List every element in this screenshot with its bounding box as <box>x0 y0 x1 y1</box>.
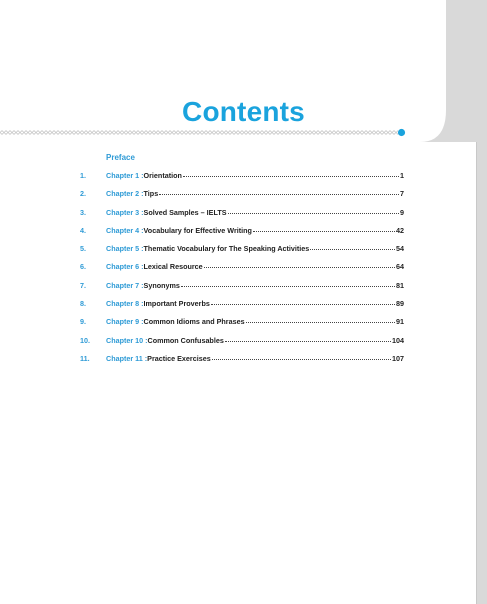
chapter-entry <box>106 335 404 346</box>
page-number: 1 <box>400 171 404 180</box>
chapter-entry <box>106 207 404 218</box>
chapter-title: Common Confusables <box>147 335 224 345</box>
page-number: 104 <box>392 335 404 345</box>
page-number: 9 <box>400 207 404 217</box>
toc-row[interactable] <box>0 280 487 298</box>
chapter-entry <box>106 188 404 199</box>
chapter-entry <box>106 225 404 236</box>
toc-row[interactable] <box>0 316 487 334</box>
dot-leader <box>225 335 391 342</box>
chapter-number: 9. <box>80 317 86 327</box>
chapter-number: 4. <box>80 225 86 235</box>
chapter-title: Important Proverbs <box>143 299 210 309</box>
page-number: 91 <box>396 317 404 327</box>
chapter-number: 7. <box>80 280 86 290</box>
toc-row[interactable] <box>0 207 487 225</box>
chapter-label: Chapter 2 : <box>106 189 144 199</box>
dot-leader <box>211 298 395 305</box>
chapter-label: Chapter 7 : <box>106 280 144 290</box>
page-number: 64 <box>396 262 404 272</box>
page-number: 89 <box>396 299 404 309</box>
chapter-number: 6. <box>80 262 86 272</box>
chapter-label: Chapter 9 : <box>106 317 144 327</box>
divider-end-dot <box>398 129 405 136</box>
divider-chain-line <box>0 130 398 135</box>
page-number: 42 <box>396 225 404 235</box>
chapter-entry <box>106 170 404 181</box>
toc-row[interactable] <box>0 298 487 316</box>
toc-row[interactable] <box>0 261 487 279</box>
chapter-title: Orientation <box>143 171 182 180</box>
chapter-label: Chapter 11 : <box>106 353 148 363</box>
dot-leader <box>204 261 395 268</box>
chapter-number: 1. <box>80 171 86 180</box>
chapter-title: Practice Exercises <box>147 353 211 363</box>
toc-row[interactable] <box>0 188 487 206</box>
page-number: 54 <box>396 244 404 254</box>
chapter-entry <box>106 280 404 291</box>
chapter-number: 11. <box>80 353 90 363</box>
chapter-label: Chapter 6 : <box>106 262 144 272</box>
chapter-title: Common Idioms and Phrases <box>143 317 245 327</box>
chapter-number: 5. <box>80 244 86 254</box>
page-number: 81 <box>396 280 404 290</box>
chapter-number: 2. <box>80 189 86 199</box>
chapter-title: Solved Samples – IELTS <box>143 207 227 217</box>
chapter-title: Thematic Vocabulary for The Speaking Activities <box>143 244 310 254</box>
chapter-entry <box>106 261 404 272</box>
toc-row[interactable] <box>0 335 487 353</box>
chapter-label: Chapter 8 : <box>106 299 144 309</box>
dot-leader <box>246 316 395 323</box>
chapter-label: Chapter 5 : <box>106 244 144 254</box>
dot-leader <box>183 170 399 177</box>
chapter-title: Lexical Resource <box>143 262 203 272</box>
chapter-number: 10. <box>80 335 90 345</box>
dot-leader <box>212 353 391 360</box>
chapter-entry <box>106 298 404 309</box>
chapter-entry <box>106 316 404 327</box>
chapter-label: Chapter 4 : <box>106 225 144 235</box>
toc-row[interactable] <box>0 243 487 261</box>
preface-entry: Preface <box>106 153 135 162</box>
dot-leader <box>181 280 395 287</box>
dot-leader <box>253 225 395 232</box>
chapter-number: 3. <box>80 207 86 217</box>
chapter-label: Chapter 10 : <box>106 335 148 345</box>
chapter-title: Tips <box>143 189 159 199</box>
chapter-entry <box>106 353 404 364</box>
chapter-number: 8. <box>80 299 86 309</box>
chapter-title: Vocabulary for Effective Writing <box>143 225 252 235</box>
chapter-entry <box>106 243 404 254</box>
page-title: Contents <box>182 96 305 127</box>
dot-leader <box>228 207 400 214</box>
toc-row[interactable] <box>0 225 487 243</box>
page-number: 7 <box>400 189 404 199</box>
toc-row[interactable] <box>0 353 487 371</box>
table-of-contents <box>0 170 487 371</box>
page-number: 107 <box>392 353 404 363</box>
dot-leader <box>159 188 399 195</box>
chapter-title: Synonyms <box>143 280 180 290</box>
chapter-label: Chapter 3 : <box>106 207 144 217</box>
chapter-label: Chapter 1 : <box>106 171 144 180</box>
toc-row[interactable] <box>0 170 487 188</box>
dot-leader <box>310 243 395 250</box>
